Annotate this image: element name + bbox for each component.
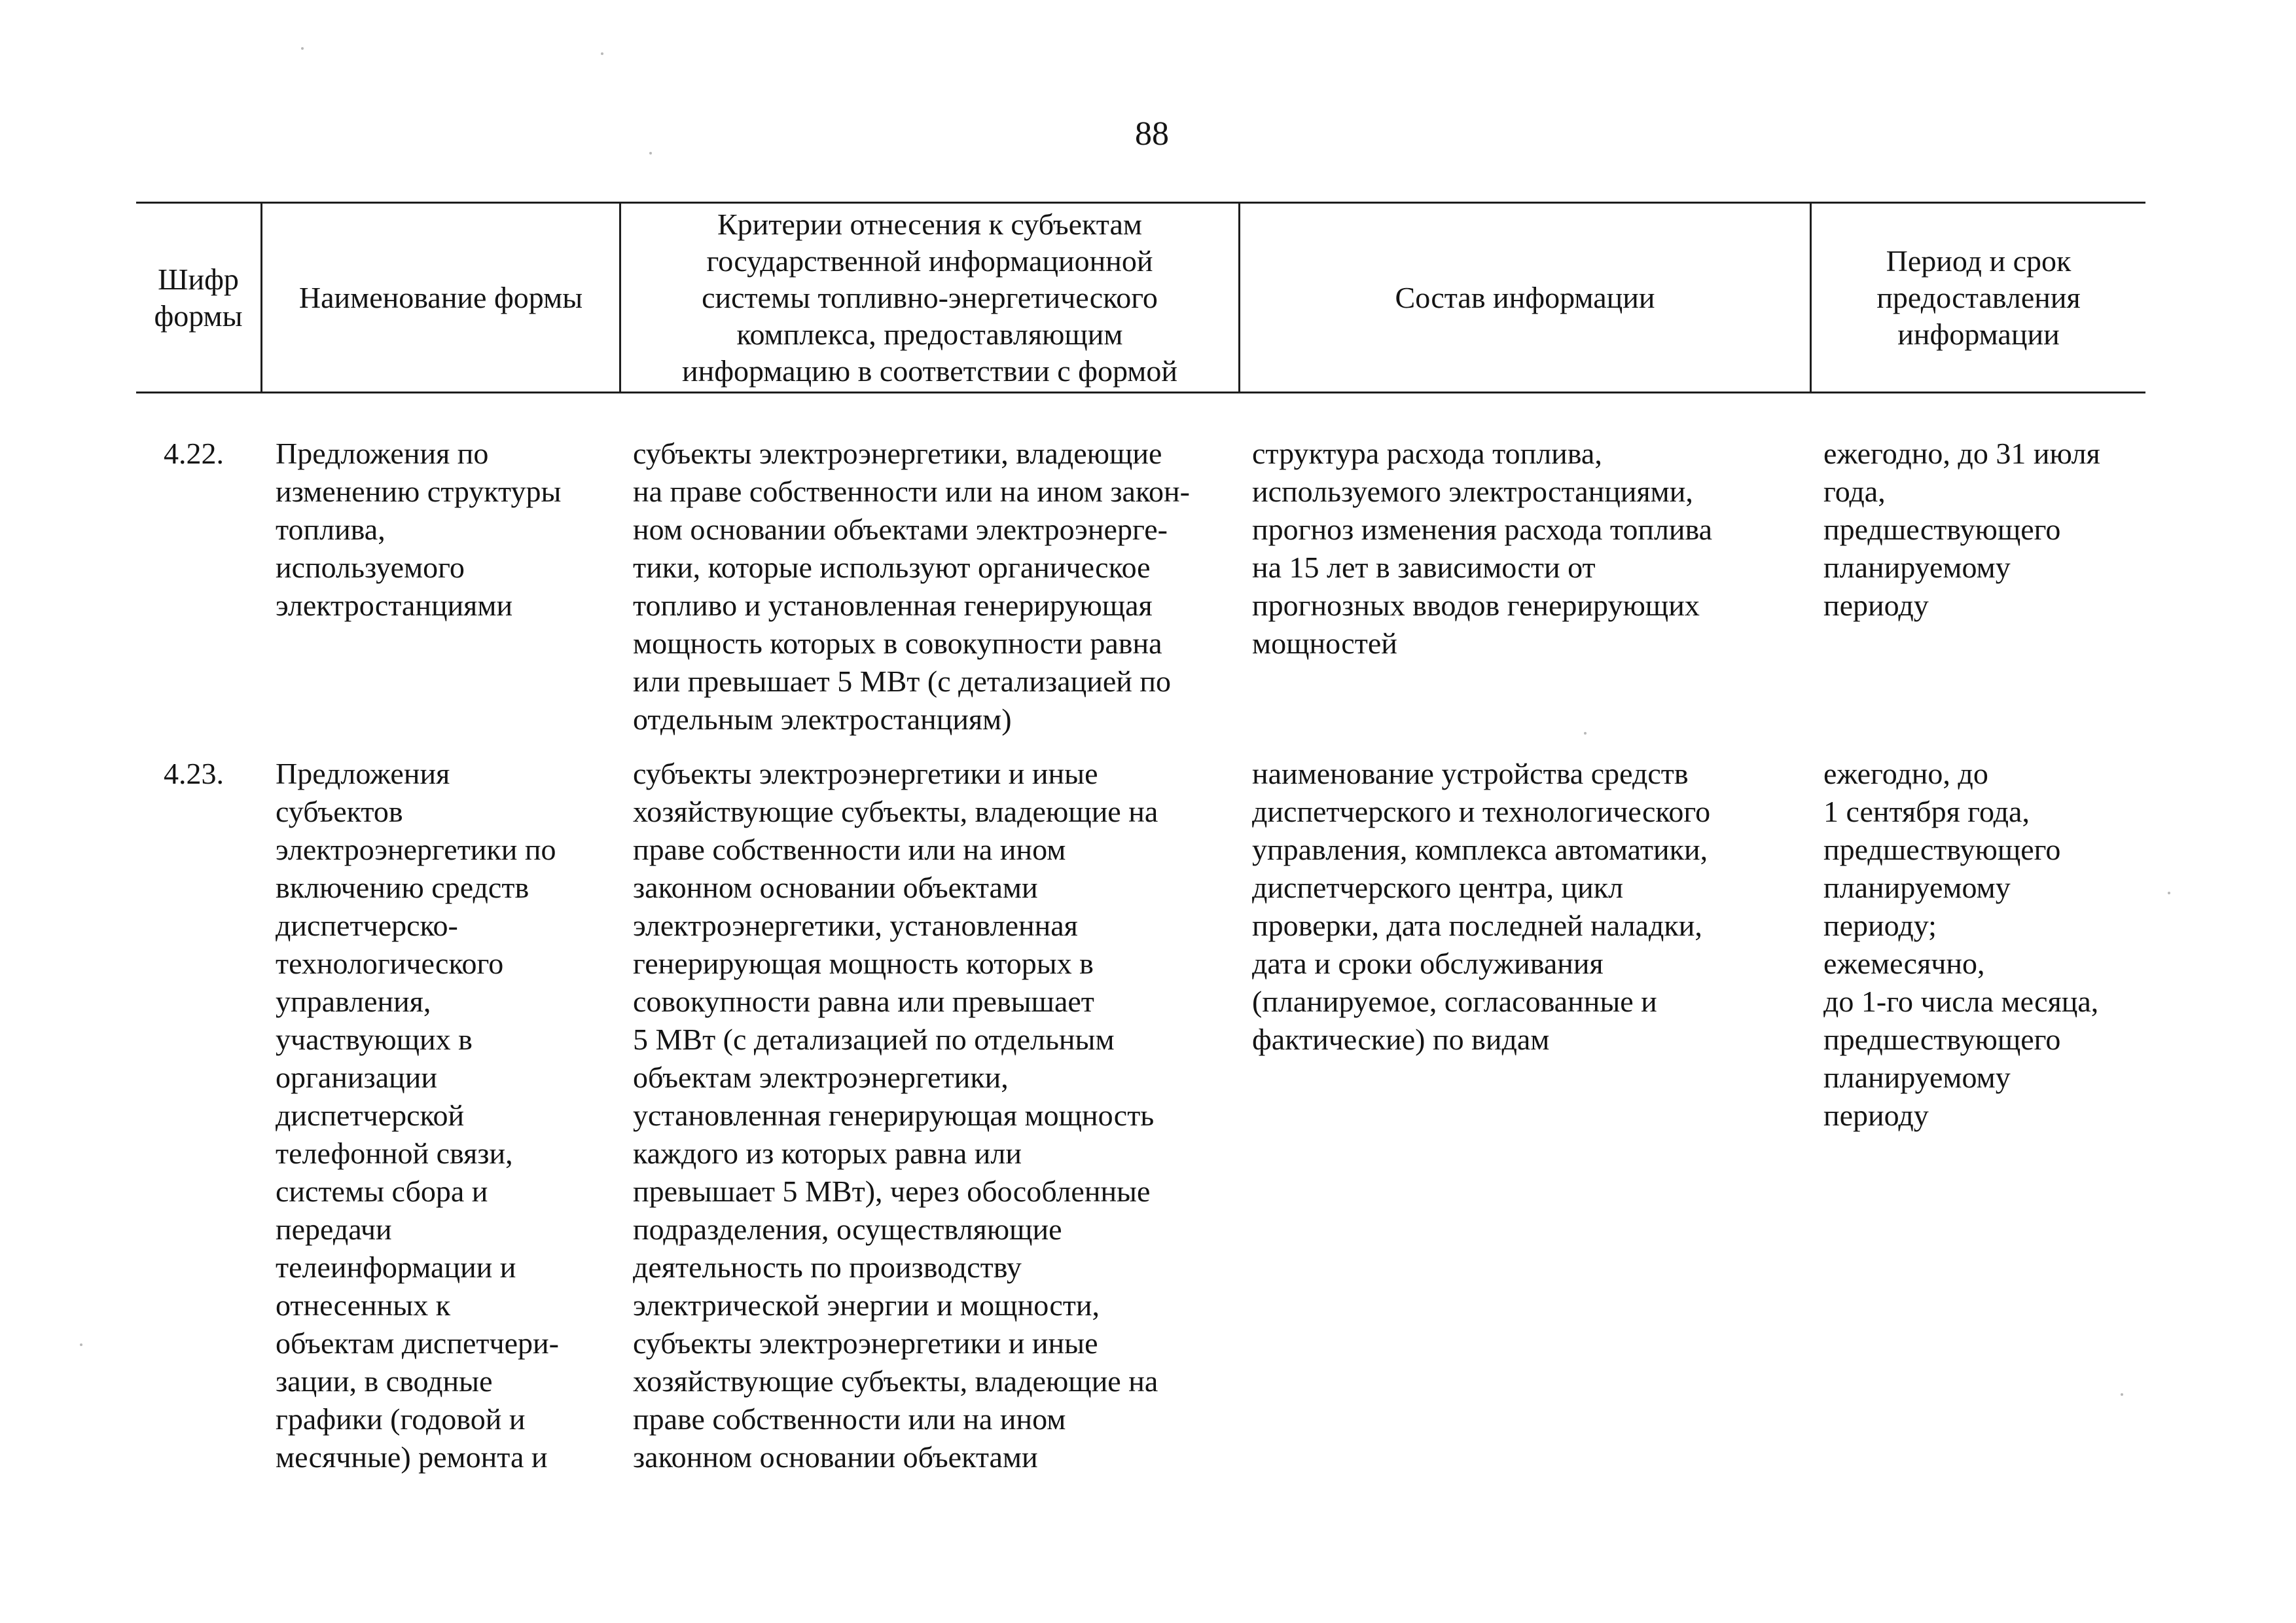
scan-speck (649, 152, 652, 155)
scan-speck (301, 47, 304, 50)
row-period: ежегодно, до 31 июля года, предшествующего планируемому периоду (1823, 437, 2100, 622)
row-criteria: субъекты электроэнергетики и иные хозяйствующие субъекты, владеющие на праве собственности или на ином законном основании объектами электроэнергетики, установленная генерирующая мощность которых в совокупности равна или превышает 5 МВт (с детализацией по отдельным объектам электроэнергетики, установленная генерирующая мощность каждого из которых равна или превышает 5 МВт), через обособленные подразделения, осуществляющие деятельность по производству электрической энергии и мощности, субъекты электроэнергетики и иные хозяйствующие субъекты, владеющие на праве собственности или на ином законном основании объектами (633, 757, 1158, 1474)
scan-speck (1584, 732, 1587, 735)
header-name (262, 204, 619, 392)
table-header-bottom-rule (136, 392, 2145, 393)
row-code: 4.22. (164, 437, 224, 470)
row-period: ежегодно, до 1 сентября года, предшествующего планируемому периоду; ежемесячно, до 1-го числа месяца, предшествующего планируемому периоду (1823, 757, 2099, 1132)
header-code-label: Шифр формы (154, 262, 243, 333)
row-code: 4.23. (164, 757, 224, 790)
row-form-name: Предложения по изменению структуры топлива, используемого электростанциями (276, 437, 562, 622)
page-number: 88 (1135, 115, 1169, 153)
scan-speck (80, 1343, 82, 1346)
header-criteria-label: Критерии отнесения к субъектам государственной информационной системы топливно-энергетического комплекса, предоставляющим информацию в соответствии с формой (681, 208, 1178, 388)
scan-speck (601, 52, 603, 55)
header-criteria (621, 204, 1238, 392)
row-criteria: субъекты электроэнергетики, владеющие на праве собственности или на ином закон- ном основании объектами электроэнерге- тики, которые используют органическое топливо и установленная генерирующая мощность которых в совокупности равна или превышает 5 МВт (с детализацией по отдельным электростанциям) (633, 437, 1190, 736)
row-content: наименование устройства средств диспетчерского и технологического управления, комплекса автоматики, диспетчерского центра, цикл проверки, дата последней наладки, дата и сроки обслуживания (планируемое, согласованные и фактические) по видам (1252, 757, 1711, 1056)
scan-speck (2121, 1393, 2123, 1396)
scan-speck (2168, 892, 2170, 894)
header-period (1812, 204, 2145, 392)
header-content-label: Состав информации (1395, 280, 1655, 314)
row-form-name: Предложения субъектов электроэнергетики по включению средств диспетчерско- технологического управления, участвующих в организации диспетчерской телефонной связи, системы сбора и передачи телеинформации и отнесенных к объектам диспетчери- зации, в сводные графики (годовой и месячные) ремонта и (276, 757, 559, 1474)
header-code (136, 204, 260, 392)
header-name-label: Наименование формы (298, 280, 583, 314)
header-content (1240, 204, 1810, 392)
row-content: структура расхода топлива, используемого электростанциями, прогноз изменения расхода топлива на 15 лет в зависимости от прогнозных вводов генерирующих мощностей (1252, 437, 1713, 660)
header-period-label: Период и срок предоставления информации (1876, 244, 2081, 351)
